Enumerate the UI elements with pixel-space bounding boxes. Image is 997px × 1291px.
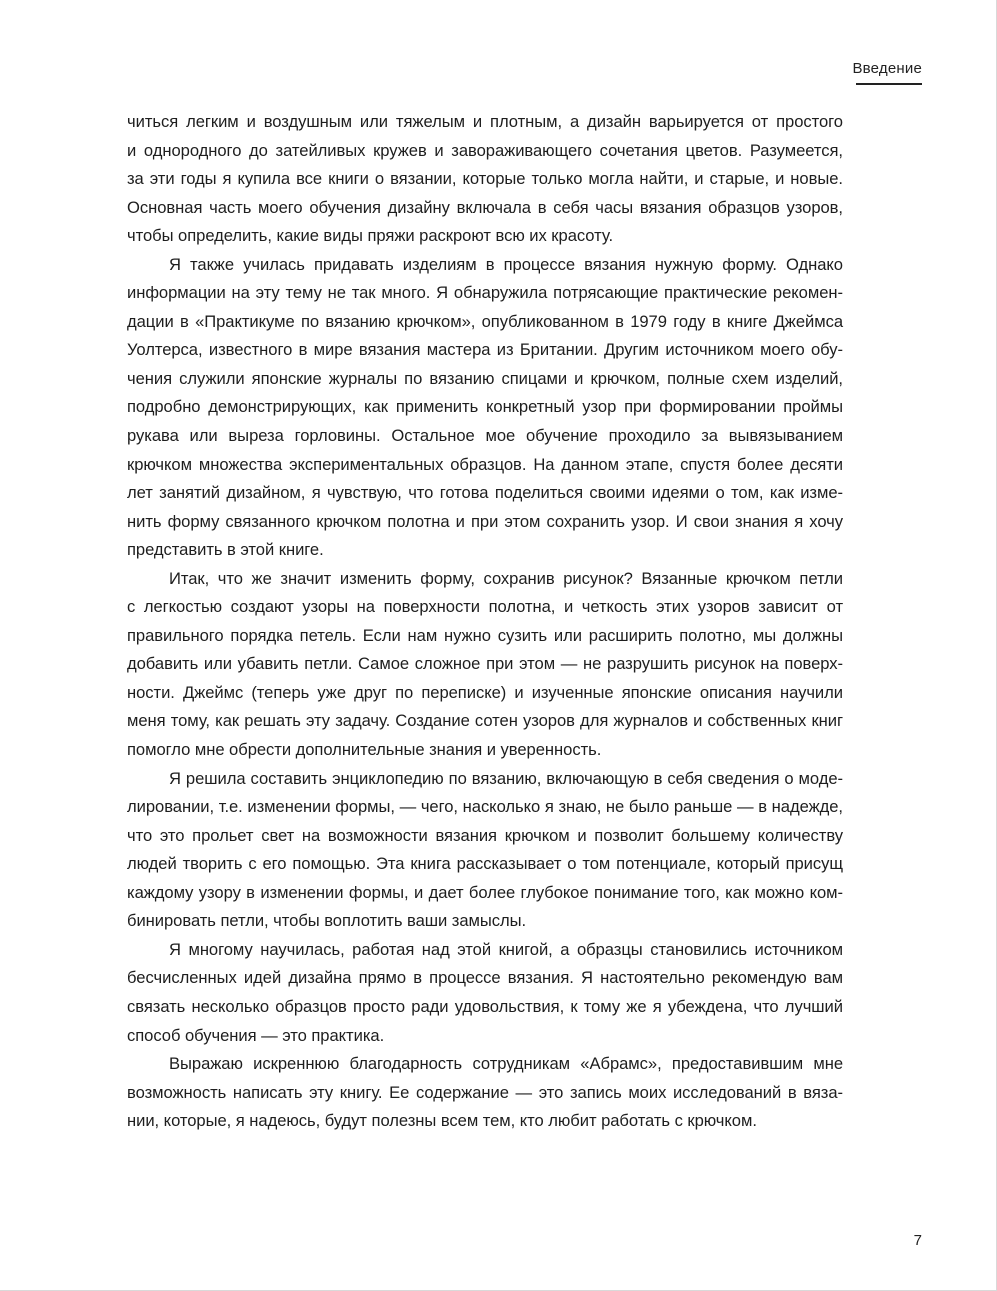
text-line: Основная часть моего обучения дизайну включала в себя часы вязания образцов узоров, <box>127 197 843 217</box>
text-line: с легкостью создают узоры на поверхности полотна, и четкость этих узоров зависит от <box>127 597 843 617</box>
text-line: за эти годы я купила все книги о вязании, которые только могла найти, и старые, и новые. <box>127 169 843 189</box>
text-line: нии, которые, я надеюсь, будут полезны всем тем, кто любит работать с крючком. <box>127 1111 757 1131</box>
text-line: бесчисленных идей дизайна прямо в процессе вязания. Я настоятельно рекомендую вам <box>127 968 843 988</box>
text-line: нить форму связанного крючком полотна и при этом сохранить узор. И свои знания я хочу <box>127 511 843 531</box>
text-line: Уолтерса, известного в мире вязания мастера из Британии. Другим источником моего обу- <box>127 340 843 360</box>
text-line: рукава или выреза горловины. Остальное мое обучение проходило за вывязыванием <box>127 426 843 446</box>
text-line: читься легким и воздушным или тяжелым и плотным, а дизайн варьируется от простого <box>127 112 843 131</box>
body-text <box>127 108 843 1136</box>
text-line: подробно демонстрирующих, как применить конкретный узор при формировании проймы <box>127 397 843 417</box>
text-line: лет занятий дизайном, я чувствую, что готова поделиться своими идеями о том, как изме- <box>127 483 843 503</box>
paragraph <box>127 765 843 936</box>
text-line: бинировать петли, чтобы воплотить ваши замыслы. <box>127 911 527 931</box>
text-line: людей творить с его помощью. Эта книга рассказывает о том потенциале, который присущ <box>127 854 843 874</box>
text-line: крючком множества экспериментальных образцов. На данном этапе, спустя более десяти <box>127 454 843 474</box>
text-line: помогло мне обрести дополнительные знания и уверенность. <box>127 740 602 760</box>
paragraph <box>127 1050 843 1136</box>
text-line: представить в этой книге. <box>127 540 324 560</box>
text-line: Я многому научилась, работая над этой книгой, а образцы становились источником <box>169 939 843 959</box>
text-line: чения служили японские журналы по вязанию спицами и крючком, полные схем изделий, <box>127 368 843 388</box>
text-line: Выражаю искреннюю благодарность сотрудникам «Абрамс», предоставившим мне <box>169 1054 843 1074</box>
text-line: лировании, т.е. изменении формы, — чего, насколько я знаю, не было раньше — в надежде, <box>127 797 843 817</box>
paragraph <box>127 936 843 1050</box>
text-line: чтобы определить, какие виды пряжи раскроют всю их красоту. <box>127 226 613 246</box>
text-line: добавить или убавить петли. Самое сложное при этом — не разрушить рисунок на поверх- <box>127 654 843 674</box>
text-line: связать несколько образцов просто ради удовольствия, к тому же я убеждена, что лучший <box>127 996 843 1016</box>
text-line: что это прольет свет на возможности вязания крючком и позволит большему количеству <box>127 825 843 845</box>
text-line: Я решила составить энциклопедию по вязанию, включающую в себя сведения о моде- <box>169 768 843 788</box>
text-line: дации в «Практикуме по вязанию крючком», опубликованном в 1979 году в книге Джеймса <box>127 311 843 331</box>
text-line: Я также училась придавать изделиям в процессе вязания нужную форму. Однако <box>169 254 843 274</box>
text-line: меня тому, как решать эту задачу. Создание сотен узоров для журналов и собственных книг <box>127 711 843 731</box>
text-line: каждому узору в изменении формы, и дает более глубокое понимание того, как можно ком- <box>127 882 843 902</box>
running-header <box>852 60 922 85</box>
paragraph <box>127 108 843 251</box>
paragraph <box>127 565 843 765</box>
text-line: и однородного до затейливых кружев и завораживающего сочетания цветов. Разумеется, <box>127 140 843 160</box>
text-line: Итак, что же значит изменить форму, сохранив рисунок? Вязанные крючком петли <box>169 568 843 588</box>
header-underline <box>856 83 922 85</box>
text-line: ности. Джеймс (теперь уже друг по переписке) и изученные японские описания научили <box>127 682 843 702</box>
text-line: способ обучения — это практика. <box>127 1025 385 1045</box>
section-title: Введение <box>852 60 922 77</box>
paragraph <box>127 251 843 565</box>
page-number: 7 <box>913 1232 922 1249</box>
text-line: возможность написать эту книгу. Ее содержание — это запись моих исследований в вяза- <box>127 1082 843 1102</box>
text-line: правильного порядка петель. Если нам нужно сузить или расширить полотно, мы должны <box>127 625 843 645</box>
text-line: информации на эту тему не так много. Я обнаружила потрясающие практические рекомен- <box>127 283 843 303</box>
